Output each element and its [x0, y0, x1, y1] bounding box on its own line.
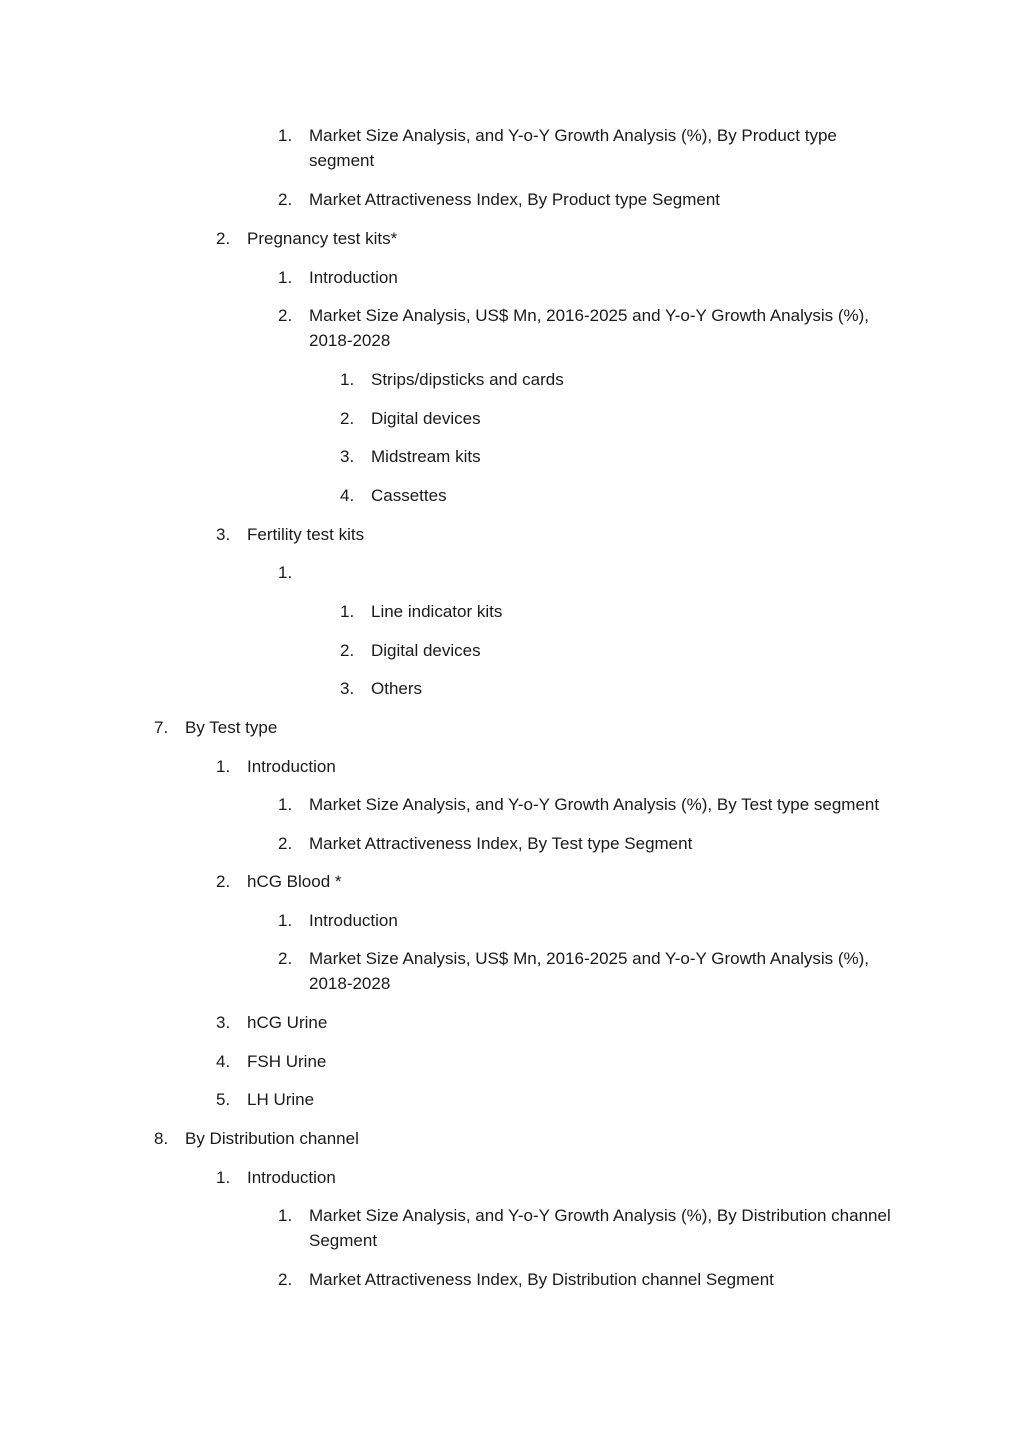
- list-text: Fertility test kits: [247, 525, 365, 544]
- list-text: LH Urine: [247, 1090, 315, 1109]
- list-text: Market Size Analysis, and Y-o-Y Growth Analysis (%), By Distribution channel Segment: [309, 1206, 891, 1250]
- list-number: 8.: [154, 1129, 169, 1148]
- list-number: 1.: [278, 911, 293, 930]
- list-number: 2.: [278, 949, 293, 968]
- list-text: Strips/dipsticks and cards: [371, 370, 564, 389]
- list-text: Market Size Analysis, US$ Mn, 2016-2025 and Y-o-Y Growth Analysis (%), 2018-2028: [309, 949, 870, 993]
- list-text: Market Size Analysis, and Y-o-Y Growth Analysis (%), By Product type segment: [309, 126, 837, 170]
- list-number: 4.: [340, 486, 355, 505]
- list-text: Cassettes: [371, 486, 447, 505]
- list-text: hCG Urine: [247, 1013, 328, 1032]
- list-number: 3.: [216, 1013, 231, 1032]
- list-text: Introduction: [309, 268, 398, 287]
- list-number: 1.: [278, 1206, 293, 1225]
- list-text: Others: [371, 679, 423, 698]
- list-text: Digital devices: [371, 409, 481, 428]
- list-number: 5.: [216, 1090, 231, 1109]
- list-text: FSH Urine: [247, 1052, 327, 1071]
- list-text: Introduction: [247, 757, 336, 776]
- list-number: 2.: [216, 229, 231, 248]
- list-number: 2.: [278, 834, 293, 853]
- list-number: 1.: [278, 268, 293, 287]
- list-text: Introduction: [247, 1168, 336, 1187]
- list-number: 1.: [340, 602, 355, 621]
- list-number: 2.: [216, 872, 231, 891]
- list-text: Line indicator kits: [371, 602, 503, 621]
- list-number: 1.: [278, 563, 293, 582]
- list-text: Market Size Analysis, and Y-o-Y Growth Analysis (%), By Test type segment: [309, 795, 880, 814]
- list-number: 3.: [340, 679, 355, 698]
- list-number: 1.: [278, 126, 293, 145]
- list-text: Introduction: [309, 911, 398, 930]
- list-number: 1.: [340, 370, 355, 389]
- list-number: 3.: [216, 525, 231, 544]
- list-number: 2.: [340, 409, 355, 428]
- list-number: 2.: [278, 190, 293, 209]
- list-number: 3.: [340, 447, 355, 466]
- list-number: 4.: [216, 1052, 231, 1071]
- list-text: Market Attractiveness Index, By Distribution channel Segment: [309, 1270, 774, 1289]
- list-text: By Test type: [185, 718, 278, 737]
- list-text: Digital devices: [371, 641, 481, 660]
- list-number: 1.: [216, 757, 231, 776]
- list-text: By Distribution channel: [185, 1129, 359, 1148]
- list-number: 2.: [340, 641, 355, 660]
- list-number: 2.: [278, 306, 293, 325]
- list-text: Pregnancy test kits*: [247, 229, 398, 248]
- list-number: 2.: [278, 1270, 293, 1289]
- list-text: Market Attractiveness Index, By Product type Segment: [309, 190, 721, 209]
- list-number: 7.: [154, 718, 169, 737]
- list-text: Market Size Analysis, US$ Mn, 2016-2025 and Y-o-Y Growth Analysis (%), 2018-2028: [309, 306, 870, 350]
- list-number: 1.: [278, 795, 293, 814]
- list-text: Market Attractiveness Index, By Test type Segment: [309, 834, 693, 853]
- list-text: Midstream kits: [371, 447, 481, 466]
- list-number: 1.: [216, 1168, 231, 1187]
- list-text: hCG Blood *: [247, 872, 342, 891]
